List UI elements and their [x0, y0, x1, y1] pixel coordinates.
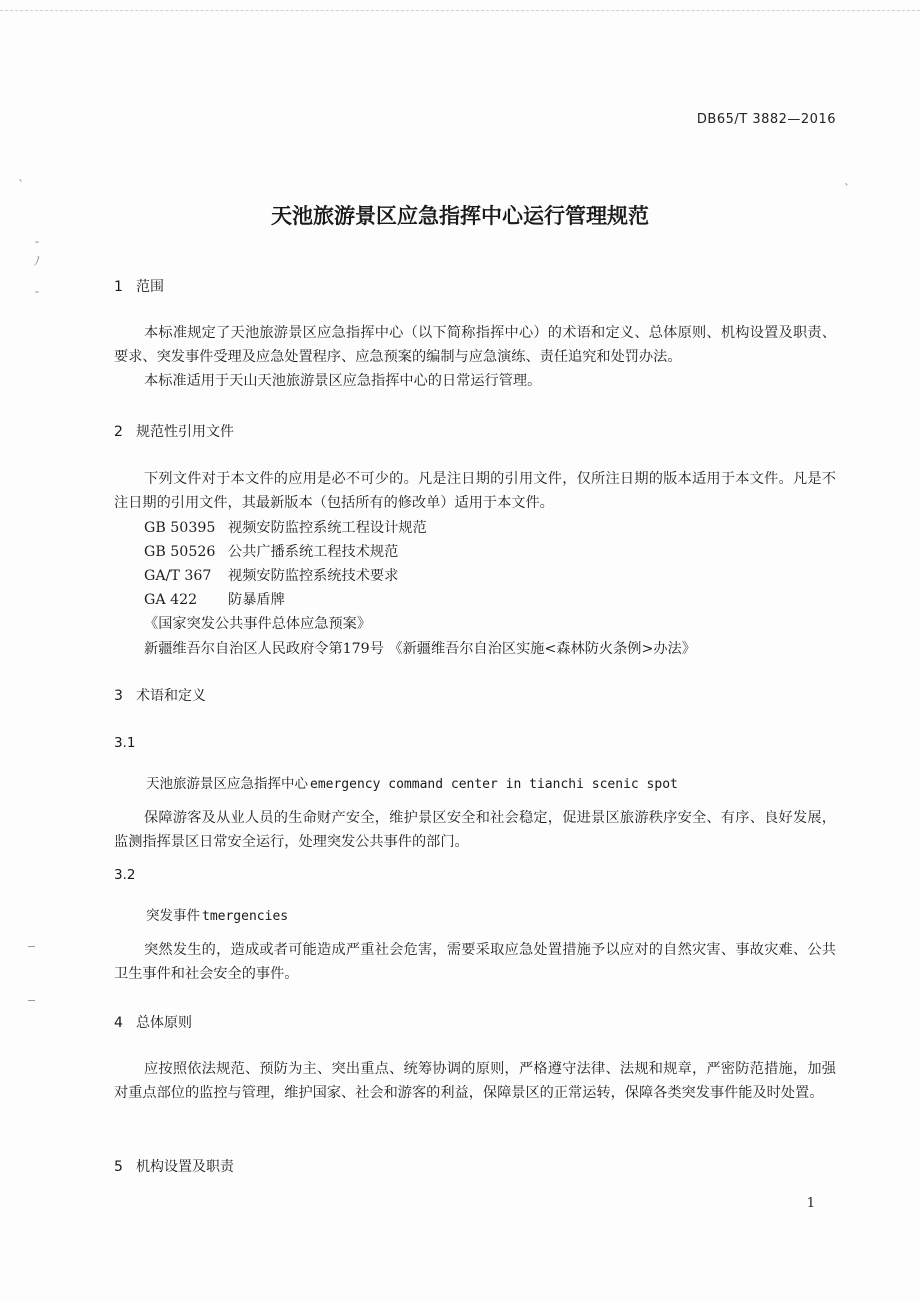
section-number: 4 [114, 1015, 123, 1031]
reference-code: GA/T 367 [144, 568, 212, 584]
reference-code: GB 50395 [144, 520, 216, 536]
scope-paragraph-1: 本标准规定了天池旅游景区应急指挥中心（以下简称指挥中心）的术语和定义、总体原则、机构设置及职责、要求、突发事件受理及应急处置程序、应急预案的编制与应急演练、责任追究和处罚办法。 [114, 325, 836, 365]
scan-artifact: ﾉ [34, 254, 41, 268]
term-entry [146, 904, 288, 924]
term-chinese: 突发事件 [146, 908, 200, 924]
section-title: 机构设置及职责 [136, 1159, 234, 1175]
term-definition: 突然发生的，造成或者可能造成严重社会危害，需要采取应急处置措施予以应对的自然灾害、事故灾难、公共卫生事件和社会安全的事件。 [114, 942, 836, 982]
section-heading-5 [114, 1156, 234, 1176]
scan-artifact: ˉ [34, 240, 40, 254]
term-chinese: 天池旅游景区应急指挥中心 [146, 776, 308, 792]
subsection-number: 3.1 [114, 735, 136, 751]
reference-item: 新疆维吾尔自治区人民政府令第179号 《新疆维吾尔自治区实施<森林防火条例>办法》 [144, 641, 696, 657]
section-heading-3 [114, 685, 206, 705]
subsection-number: 3.2 [114, 867, 136, 883]
section-title: 总体原则 [136, 1015, 192, 1031]
reference-item [144, 565, 398, 585]
reference-item [144, 541, 398, 561]
section-heading-1 [114, 276, 164, 296]
section-number: 3 [114, 688, 123, 704]
document-code: DB65/T 3882—2016 [696, 112, 836, 127]
section-title: 范围 [136, 279, 164, 295]
scan-artifact: ˉ [34, 290, 40, 304]
term-english: tmergencies [202, 909, 289, 924]
scan-top-border [0, 0, 920, 11]
page-number: 1 [806, 1196, 815, 1211]
reference-code: GB 50526 [144, 544, 216, 560]
term-english: emergency command center in tianchi scenic spot [310, 777, 678, 792]
scan-artifact: ˋ [18, 178, 24, 192]
section-title: 规范性引用文件 [136, 424, 234, 440]
term-definition: 保障游客及从业人员的生命财产安全，维护景区安全和社会稳定，促进景区旅游秩序安全、有序、良好发展，监测指挥景区日常安全运行，处理突发公共事件的部门。 [114, 810, 836, 850]
term-entry [146, 772, 678, 792]
scan-artifact: ˋ [844, 182, 850, 196]
scan-artifact [28, 1000, 35, 1001]
reference-item [144, 589, 285, 609]
scope-paragraph-2: 本标准适用于天山天池旅游景区应急指挥中心的日常运行管理。 [144, 373, 542, 389]
reference-title: 视频安防监控系统工程设计规范 [228, 520, 427, 536]
references-intro-paragraph: 下列文件对于本文件的应用是必不可少的。凡是注日期的引用文件，仅所注日期的版本适用于本文件。凡是不注日期的引用文件，其最新版本（包括所有的修改单）适用于本文件。 [114, 471, 836, 511]
section-number: 5 [114, 1159, 123, 1175]
section-heading-2 [114, 421, 234, 441]
section-number: 2 [114, 424, 123, 440]
section-title: 术语和定义 [136, 688, 206, 704]
reference-item [144, 517, 427, 537]
reference-title: 公共广播系统工程技术规范 [228, 544, 399, 560]
scan-artifact [28, 946, 35, 947]
reference-title: 视频安防监控系统技术要求 [228, 568, 399, 584]
section-heading-4 [114, 1012, 192, 1032]
principles-paragraph: 应按照依法规范、预防为主、突出重点、统筹协调的原则，严格遵守法律、法规和规章，严密防范措施，加强对重点部位的监控与管理，维护国家、社会和游客的利益，保障景区的正常运转，保障各类突发事件能及时处置。 [114, 1061, 836, 1101]
document-title: 天池旅游景区应急指挥中心运行管理规范 [271, 204, 649, 228]
reference-title: 防暴盾牌 [228, 592, 285, 608]
section-number: 1 [114, 279, 123, 295]
reference-item: 《国家突发公共事件总体应急预案》 [144, 616, 372, 632]
reference-code: GA 422 [144, 592, 198, 608]
